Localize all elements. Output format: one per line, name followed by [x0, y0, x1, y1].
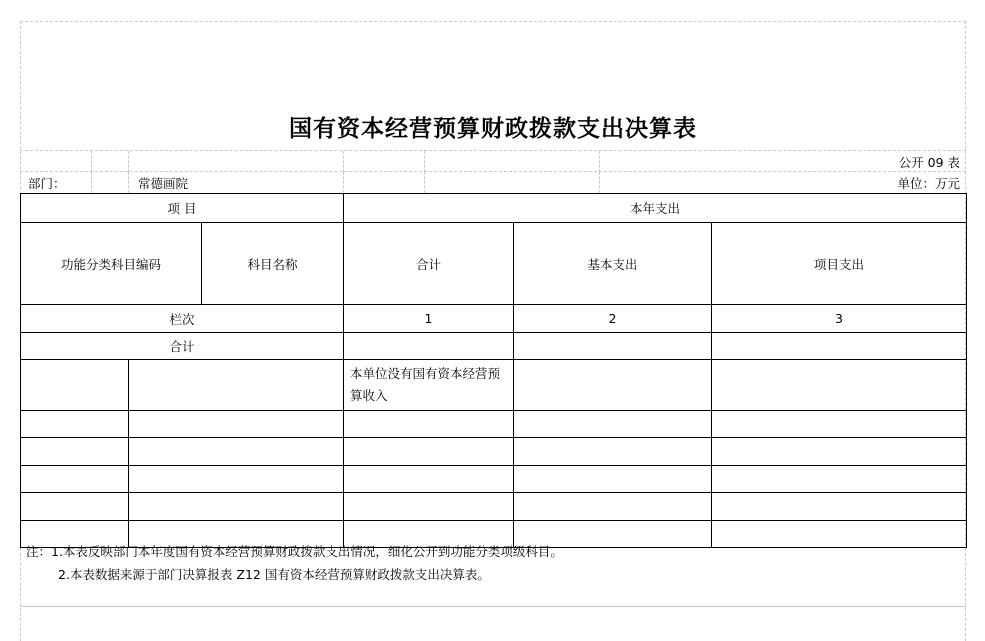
table-cell — [344, 411, 514, 438]
form-number-row — [20, 150, 966, 172]
footnotes — [26, 540, 563, 586]
table-row — [21, 466, 967, 493]
table-cell — [514, 438, 712, 466]
footnote-1: 注：1.本表反映部门本年度国有资本经营预算财政拨款支出情况，细化公开到功能分类项级科目。 — [26, 544, 563, 559]
column-index-row — [21, 305, 967, 333]
table-cell — [129, 360, 344, 411]
table-cell — [712, 466, 967, 493]
table-cell — [21, 493, 129, 521]
table-cell — [514, 411, 712, 438]
table-cell — [712, 438, 967, 466]
table-cell — [344, 333, 514, 360]
department-row — [20, 171, 966, 193]
table-row — [21, 360, 967, 411]
sheet-bottom-border — [20, 606, 966, 607]
table-cell — [21, 466, 129, 493]
table-row — [21, 438, 967, 466]
table-cell — [712, 333, 967, 360]
column-index-1: 1 — [344, 305, 514, 333]
expenditure-table — [20, 193, 967, 548]
table-subheader-row — [21, 223, 967, 305]
table-cell — [21, 360, 129, 411]
form-number: 公开 09 表 — [898, 155, 960, 170]
table-cell — [21, 411, 129, 438]
item-header: 项 目 — [21, 194, 344, 223]
no-income-note: 本单位没有国有资本经营预算收入 — [344, 360, 514, 411]
table-row — [21, 493, 967, 521]
table-cell — [514, 360, 712, 411]
column-index-2: 2 — [514, 305, 712, 333]
table-cell — [129, 438, 344, 466]
report-title: 国有资本经营预算财政拨款支出决算表 — [289, 115, 697, 142]
table-header-row — [21, 194, 967, 223]
current-year-header: 本年支出 — [344, 194, 967, 223]
column-index-label: 栏次 — [21, 305, 344, 333]
table-cell — [712, 411, 967, 438]
basic-header: 基本支出 — [514, 223, 712, 305]
table-row — [21, 411, 967, 438]
unit-label: 单位：万元 — [897, 176, 960, 191]
table-cell — [712, 521, 967, 548]
project-header: 项目支出 — [712, 223, 967, 305]
table-cell — [129, 411, 344, 438]
table-cell — [344, 466, 514, 493]
total-header: 合计 — [344, 223, 514, 305]
table-cell — [344, 438, 514, 466]
column-index-3: 3 — [712, 305, 967, 333]
table-cell — [712, 493, 967, 521]
table-cell — [129, 466, 344, 493]
table-cell — [344, 493, 514, 521]
department-label: 部门： — [28, 176, 66, 191]
table-cell — [21, 438, 129, 466]
total-row — [21, 333, 967, 360]
code-header: 功能分类科目编码 — [21, 223, 202, 305]
table-cell — [514, 333, 712, 360]
total-row-label: 合计 — [21, 333, 344, 360]
table-cell — [514, 466, 712, 493]
department-name: 常德画院 — [138, 176, 189, 191]
table-cell — [129, 493, 344, 521]
footnote-2: 2.本表数据来源于部门决算报表 Z12 国有资本经营预算财政拨款支出决算表。 — [58, 567, 490, 582]
name-header: 科目名称 — [202, 223, 344, 305]
table-cell — [514, 493, 712, 521]
table-cell — [712, 360, 967, 411]
